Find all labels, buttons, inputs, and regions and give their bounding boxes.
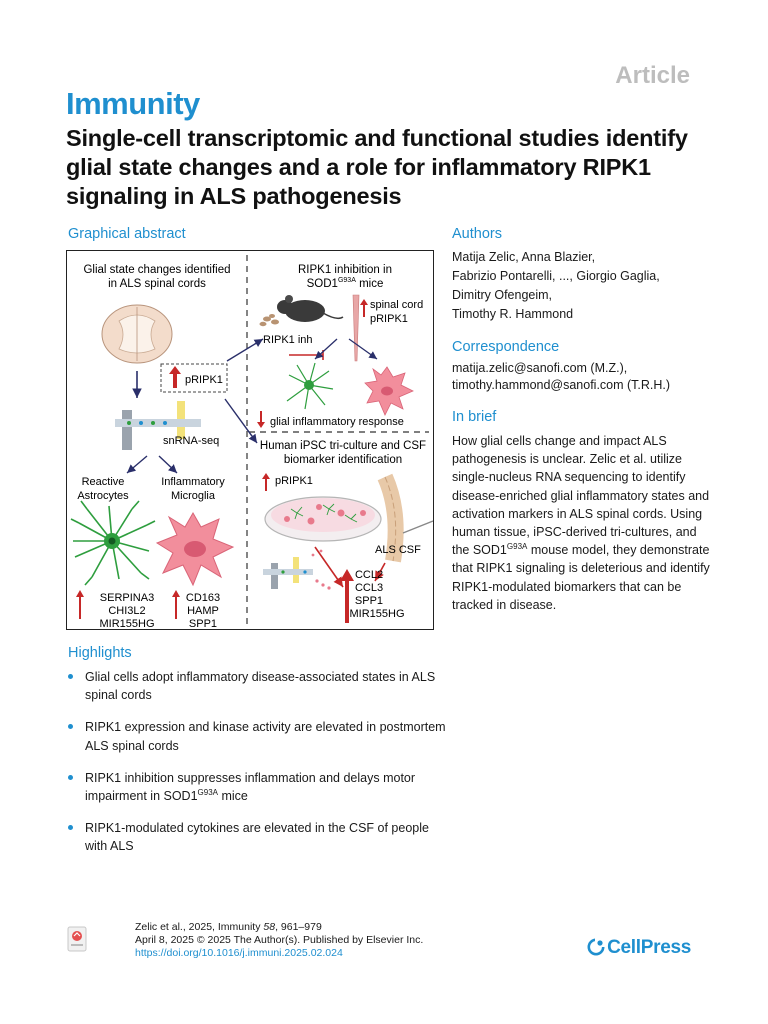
highlight-item: RIPK1 inhibition suppresses inflammation and delays motor impairment in $SOD1^{G93A}$ mice	[68, 769, 448, 806]
csf-marker-3: SPP1	[354, 595, 384, 607]
author-line: Timothy R. Hammond	[452, 307, 574, 321]
mouse-icon	[277, 295, 343, 322]
citation-line-2: April 8, 2025 © 2025 The Author(s). Published by Elsevier Inc.	[135, 934, 424, 946]
small-astrocyte-icon	[287, 363, 333, 409]
pripk1-dish-label: pRIPK1	[275, 475, 313, 487]
culture-dish-icon	[265, 497, 381, 541]
cellpress-logo-icon	[587, 938, 605, 956]
arrow-to-small-microglia	[349, 339, 377, 359]
arrow-to-astrocytes	[127, 456, 147, 473]
reactive-label-2: Astrocytes	[77, 490, 129, 502]
check-for-updates-icon[interactable]	[67, 926, 87, 957]
correspondence-email[interactable]: timothy.hammond@sanofi.com (T.R.H.)	[452, 378, 671, 392]
astro-marker-3: MIR155HG	[99, 618, 155, 629]
in-brief-heading: In brief	[452, 409, 497, 425]
citation-line-1: Zelic et al., 2025, Immunity 58, 961–979	[135, 921, 322, 933]
arrow-dish-to-markers	[315, 547, 343, 587]
author-line: Fabrizio Pontarelli, ..., Giorgio Gaglia,	[452, 269, 660, 283]
cellpress-logo: CellPress	[587, 937, 691, 959]
author-line: Matija Zelic, Anna Blazier,	[452, 250, 596, 264]
reactive-label-1: Reactive	[81, 476, 125, 488]
panel2-title-line1: RIPK1 inhibition in	[298, 264, 392, 276]
down-arrow-icon	[257, 411, 265, 428]
highlight-item: Glial cells adopt inflammatory disease-associated states in ALS spinal cords	[68, 668, 448, 705]
ripk1-inh-label: RIPK1 inh	[263, 334, 313, 346]
pripk1-box-label: pRIPK1	[185, 374, 223, 386]
astrocyte-icon	[71, 501, 155, 585]
correspondence-email[interactable]: matija.zelic@sanofi.com (M.Z.),	[452, 361, 628, 375]
citation-block	[135, 921, 423, 960]
als-csf-label: ALS CSF	[375, 544, 421, 556]
bullet-icon	[68, 674, 73, 679]
correspondence-list	[452, 360, 752, 394]
panel3-title-line2: biomarker identification	[283, 454, 403, 466]
bullet-icon	[68, 775, 73, 780]
authors-heading: Authors	[452, 226, 502, 242]
correspondence-heading: Correspondence	[452, 339, 560, 355]
doi-link[interactable]: https://doi.org/10.1016/j.immuni.2025.02.024	[135, 947, 343, 959]
panel3-title-line1: Human iPSC tri-culture and CSF	[259, 440, 427, 452]
food-pellets-icon	[260, 314, 280, 326]
up-arrow-icon	[76, 590, 84, 619]
graphical-abstract-figure	[67, 251, 433, 629]
highlights-heading: Highlights	[68, 645, 132, 661]
highlight-item: RIPK1 expression and kinase activity are elevated in postmortem ALS spinal cords	[68, 718, 448, 755]
astro-marker-1: SERPINA3	[99, 592, 155, 604]
astro-marker-2: CHI3L2	[108, 605, 146, 617]
pripk1-label: pRIPK1	[370, 313, 408, 325]
microglia-icon	[157, 513, 233, 585]
snrnaseq-label: snRNA-seq	[163, 435, 220, 447]
mini-chip-icon	[263, 557, 313, 589]
up-arrow-icon	[172, 590, 180, 619]
csf-marker-2: CCL3	[354, 582, 384, 594]
spinal-cord-cross-section-icon	[102, 305, 172, 363]
arrow-to-small-astrocyte	[315, 339, 337, 359]
csf-marker-4: MIR155HG	[349, 608, 405, 620]
graphical-abstract	[66, 250, 434, 630]
author-line: Dimitry Ofengeim,	[452, 288, 553, 302]
inflammatory-label-2: Microglia	[170, 490, 216, 502]
spinal-cord-label: spinal cord	[370, 299, 424, 311]
highlights-list	[68, 668, 448, 869]
bullet-icon	[68, 724, 73, 729]
micro-marker-1: CD163	[185, 592, 221, 604]
highlight-item: RIPK1-modulated cytokines are elevated in the CSF of people with ALS	[68, 819, 448, 856]
graphical-abstract-heading: Graphical abstract	[68, 226, 186, 242]
paper-title: Single-cell transcriptomic and functional studies identify glial state changes and a role for inflammatory RIPK1 signaling in ALS pathogenesis	[66, 125, 688, 209]
inflammatory-label-1: Inflammatory	[161, 476, 225, 488]
small-microglia-icon	[365, 367, 413, 415]
authors-list	[452, 248, 752, 324]
panel1-title-line1: Glial state changes identified	[83, 264, 231, 276]
arrow-to-panel3	[225, 399, 257, 443]
in-brief-text: How glial cells change and impact ALS pathogenesis is unclear. Zelic et al. utilize single-nucleus RNA sequencing to identify disease-enriched glial inflammatory states and activation markers in ALS spinal cords. Using human tissue, iPSC-derived tri-cultures, and the $SOD1^{G93A}$ mouse model, they demonstrate that RIPK1 signaling is deleterious and identify RIPK1-modulated biomarkers that can be tracked in disease.	[452, 434, 710, 612]
up-arrow-icon	[360, 299, 368, 317]
up-arrow-icon	[262, 473, 270, 491]
arrow-to-microglia	[159, 456, 177, 473]
panel2-title-line2: $SOD1^{G93A}$ mice	[306, 277, 384, 290]
bullet-icon	[68, 825, 73, 830]
journal-name: Immunity	[66, 86, 200, 121]
micro-marker-3: SPP1	[188, 618, 218, 629]
arrow-to-panel2	[227, 339, 263, 361]
article-type-label: Article	[615, 62, 690, 89]
glial-response-label: glial inflammatory response	[270, 416, 404, 428]
panel1-title-line2: in ALS spinal cords	[108, 278, 206, 290]
csf-marker-1: CCL2	[354, 569, 384, 581]
spinal-cord-icon	[353, 295, 359, 361]
micro-marker-2: HAMP	[187, 605, 219, 617]
